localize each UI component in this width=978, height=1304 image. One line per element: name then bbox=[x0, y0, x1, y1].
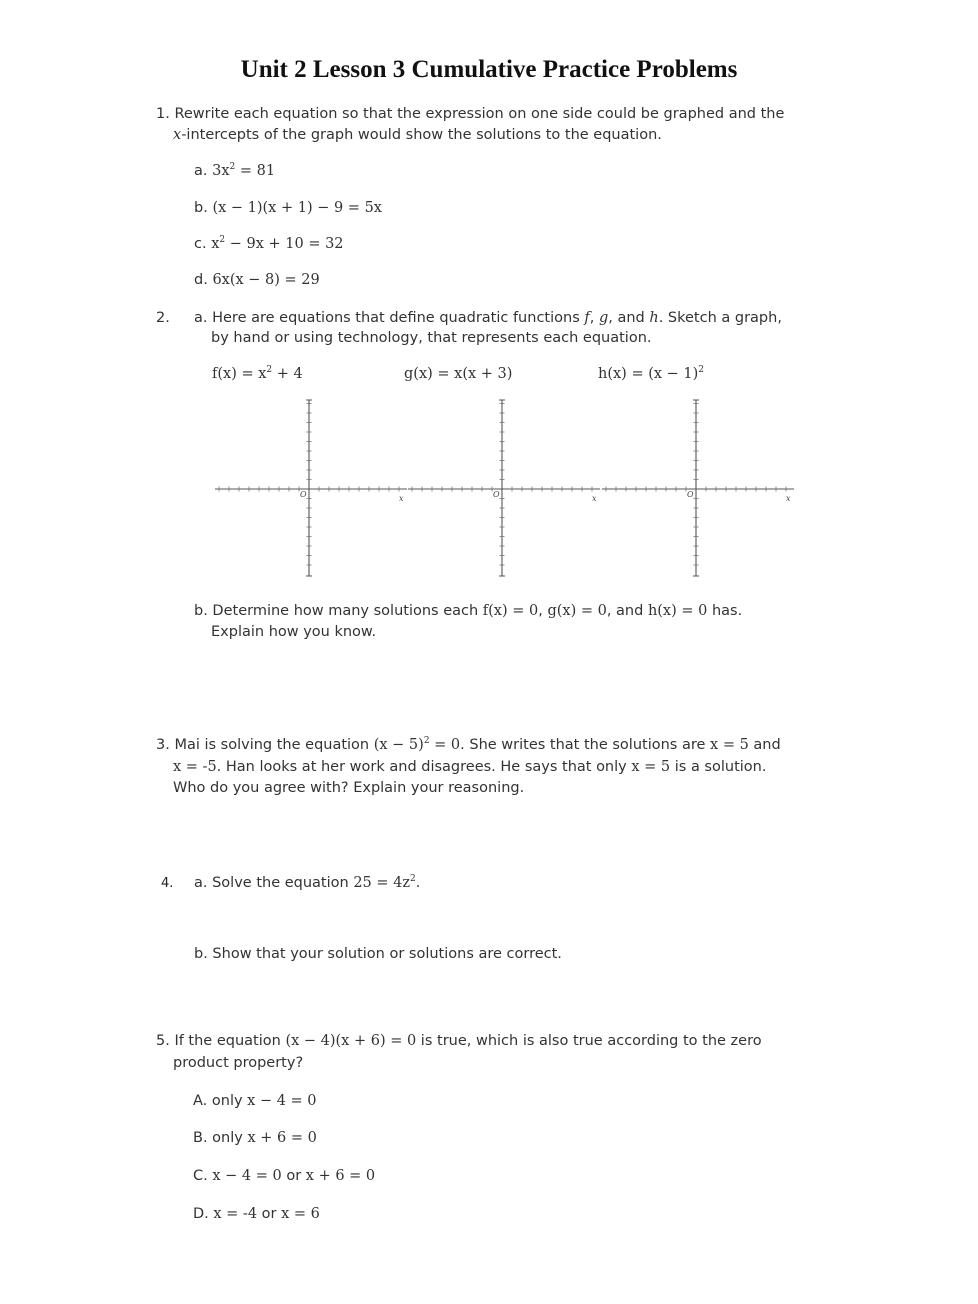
q1-part-c: c. $x^2 - 9x + 10 = 32$ bbox=[194, 235, 344, 252]
q1-part-a: a. $3x^2 = 81$ bbox=[194, 162, 276, 179]
x-axis-label: x bbox=[592, 494, 597, 503]
origin-label: O bbox=[300, 490, 307, 499]
equation-h: $h(x) = (x - 1)^2$ bbox=[598, 365, 705, 382]
page-title: Unit 2 Lesson 3 Cumulative Practice Problems bbox=[240, 56, 738, 83]
q5-line2: product property? bbox=[173, 1055, 304, 1071]
q4-part-a: a. Solve the equation $25 = 4z^2$. bbox=[194, 874, 421, 891]
q2a-prompt-line2: by hand or using technology, that represents each equation. bbox=[211, 330, 652, 346]
q5-line1: 5. If the equation (x − 4)(x + 6) = 0 is true, which is also true according to the zero bbox=[156, 1033, 762, 1049]
q1-prompt-line1: 1. Rewrite each equation so that the expression on one side could be graphed and the bbox=[156, 106, 785, 122]
q2b-prompt-line1: b. Determine how many solutions each f(x) = 0, g(x) = 0, and h(x) = 0 has. bbox=[194, 603, 743, 619]
q2-number: 2. bbox=[156, 310, 170, 326]
x-axis-label: x bbox=[786, 494, 791, 503]
q5-choice-d[interactable]: D. x = -4 or x = 6 bbox=[193, 1206, 320, 1222]
q3-line1: 3. Mai is solving the equation $(x - 5)^2 = 0$. She writes that the solutions are x = 5 and bbox=[156, 736, 781, 753]
x-axis-label: x bbox=[399, 494, 404, 503]
q1-part-d: d. 6x(x − 8) = 29 bbox=[194, 272, 320, 288]
q2a-prompt-line1: a. Here are equations that define quadratic functions f, g, and h. Sketch a graph, bbox=[194, 310, 782, 326]
q3-line3: Who do you agree with? Explain your reasoning. bbox=[173, 780, 525, 796]
equation-g: g(x) = x(x + 3) bbox=[404, 366, 513, 382]
q2b-prompt-line2: Explain how you know. bbox=[211, 624, 377, 640]
q3-line2: x = -5. Han looks at her work and disagrees. He says that only x = 5 is a solution. bbox=[173, 759, 767, 775]
q1-part-b: b. (x − 1)(x + 1) − 9 = 5x bbox=[194, 200, 382, 216]
q5-choice-a[interactable]: A. only x − 4 = 0 bbox=[193, 1093, 317, 1109]
q4-number: 4. bbox=[161, 876, 174, 891]
q1-prompt-line2: x-intercepts of the graph would show the solutions to the equation. bbox=[173, 127, 662, 143]
graph-h-axes[interactable] bbox=[600, 398, 796, 578]
q4-part-b: b. Show that your solution or solutions are correct. bbox=[194, 946, 562, 962]
q5-choice-c[interactable]: C. x − 4 = 0 or x + 6 = 0 bbox=[193, 1168, 376, 1184]
equation-f: $f(x) = x^2 + 4$ bbox=[212, 365, 303, 382]
graph-g-axes[interactable] bbox=[406, 398, 602, 578]
q5-choice-b[interactable]: B. only x + 6 = 0 bbox=[193, 1130, 317, 1146]
origin-label: O bbox=[493, 490, 500, 499]
graph-f-axes[interactable] bbox=[213, 398, 409, 578]
origin-label: O bbox=[687, 490, 694, 499]
